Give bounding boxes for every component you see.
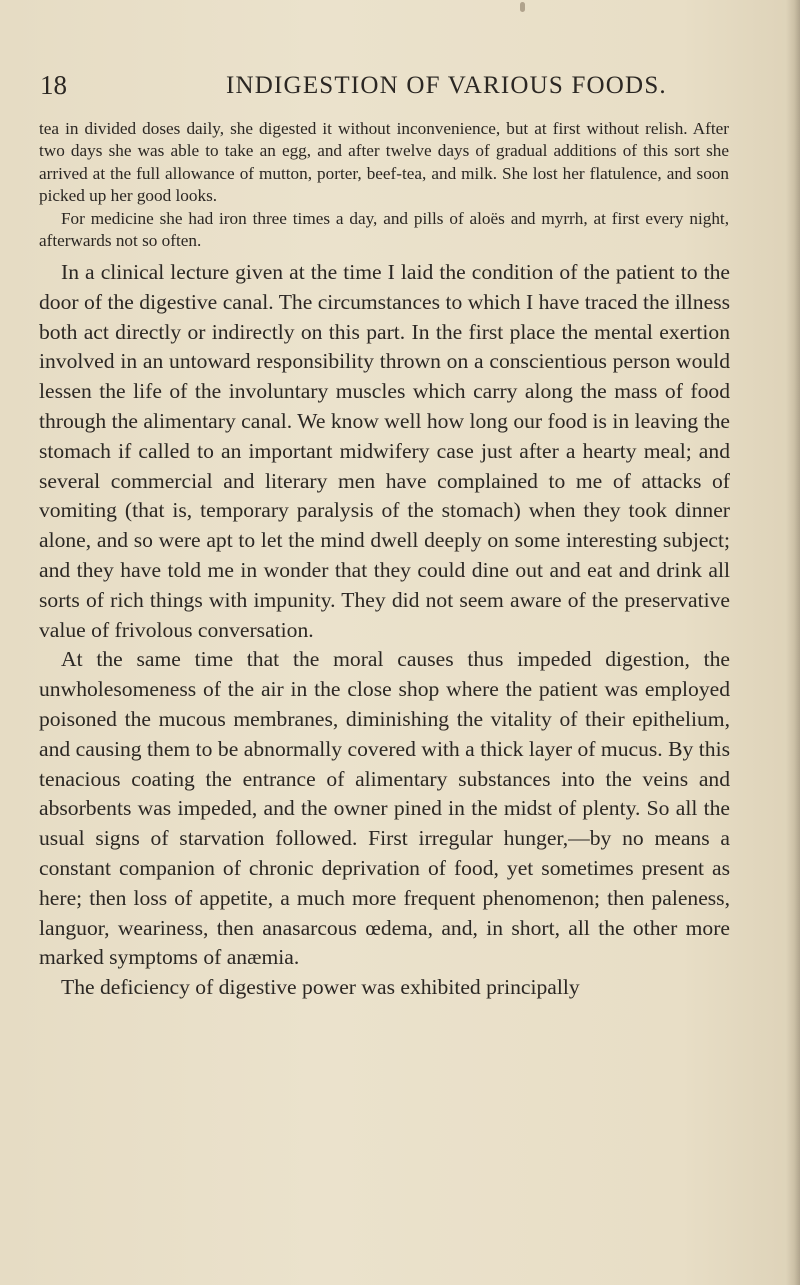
page-number: 18 [40,70,67,100]
main-paragraph-1: In a clinical lecture given at the time I laid the condition of the patient to the door of the digestive canal. The circumstances to which I have traced the illness both act directly or indirectly on this part. In the first place the mental exertion involved in an untoward responsibility thrown on a conscientious person would lessen the life of the involuntary muscles which carry along the mass of food through the alimentary canal. We know well how long our food is in leaving the stomach if called to an important midwifery case just after a hearty meal; and several commercial and literary men have complained to me of attacks of vomiting (that is, temporary paralysis of the stomach) when they took dinner alone, and so were apt to let the mind dwell deeply on some interesting subject; and they have told me in wonder that they could dine out and eat and drink all sorts of rich things with impunity. They did not seem aware of the preservative value of frivolous conversation. [39,260,730,642]
ink-spot [520,2,525,12]
small-print-section [39,118,729,252]
small-paragraph-2: For medicine she had iron three times a day, and pills of aloës and myrrh, at first every night, afterwards not so often. [39,208,729,251]
small-paragraph-1: tea in divided doses daily, she digested it without inconvenience, but at first without relish. After two days she was able to take an egg, and after twelve days of gradual additions of this sort she arrived at the full allowance of mutton, porter, beef-tea, and milk. She lost her flatulence, and soon picked up her good looks. [39,119,729,206]
running-head: INDIGESTION OF VARIOUS FOODS. [226,72,667,99]
page-header [0,70,800,110]
main-text-section [39,258,730,1003]
main-paragraph-3: The deficiency of digestive power was exhibited principally [61,975,580,1000]
page-edge-shadow [786,0,800,1285]
main-paragraph-2: At the same time that the moral causes thus impeded digestion, the unwholesomeness of the air in the close shop where the patient was employed poisoned the mucous membranes, diminishing the vitality of their epithelium, and causing them to be abnormally covered with a thick layer of mucus. By this tenacious coating the entrance of alimentary substances into the veins and absorbents was impeded, and the owner pined in the midst of plenty. So all the usual signs of starvation followed. First irregular hunger,—by no means a constant companion of chronic deprivation of food, yet sometimes present as here; then loss of appetite, a much more frequent phenomenon; then paleness, languor, weariness, then anasarcous œdema, and, in short, all the other more marked symptoms of anæmia. [39,647,730,970]
